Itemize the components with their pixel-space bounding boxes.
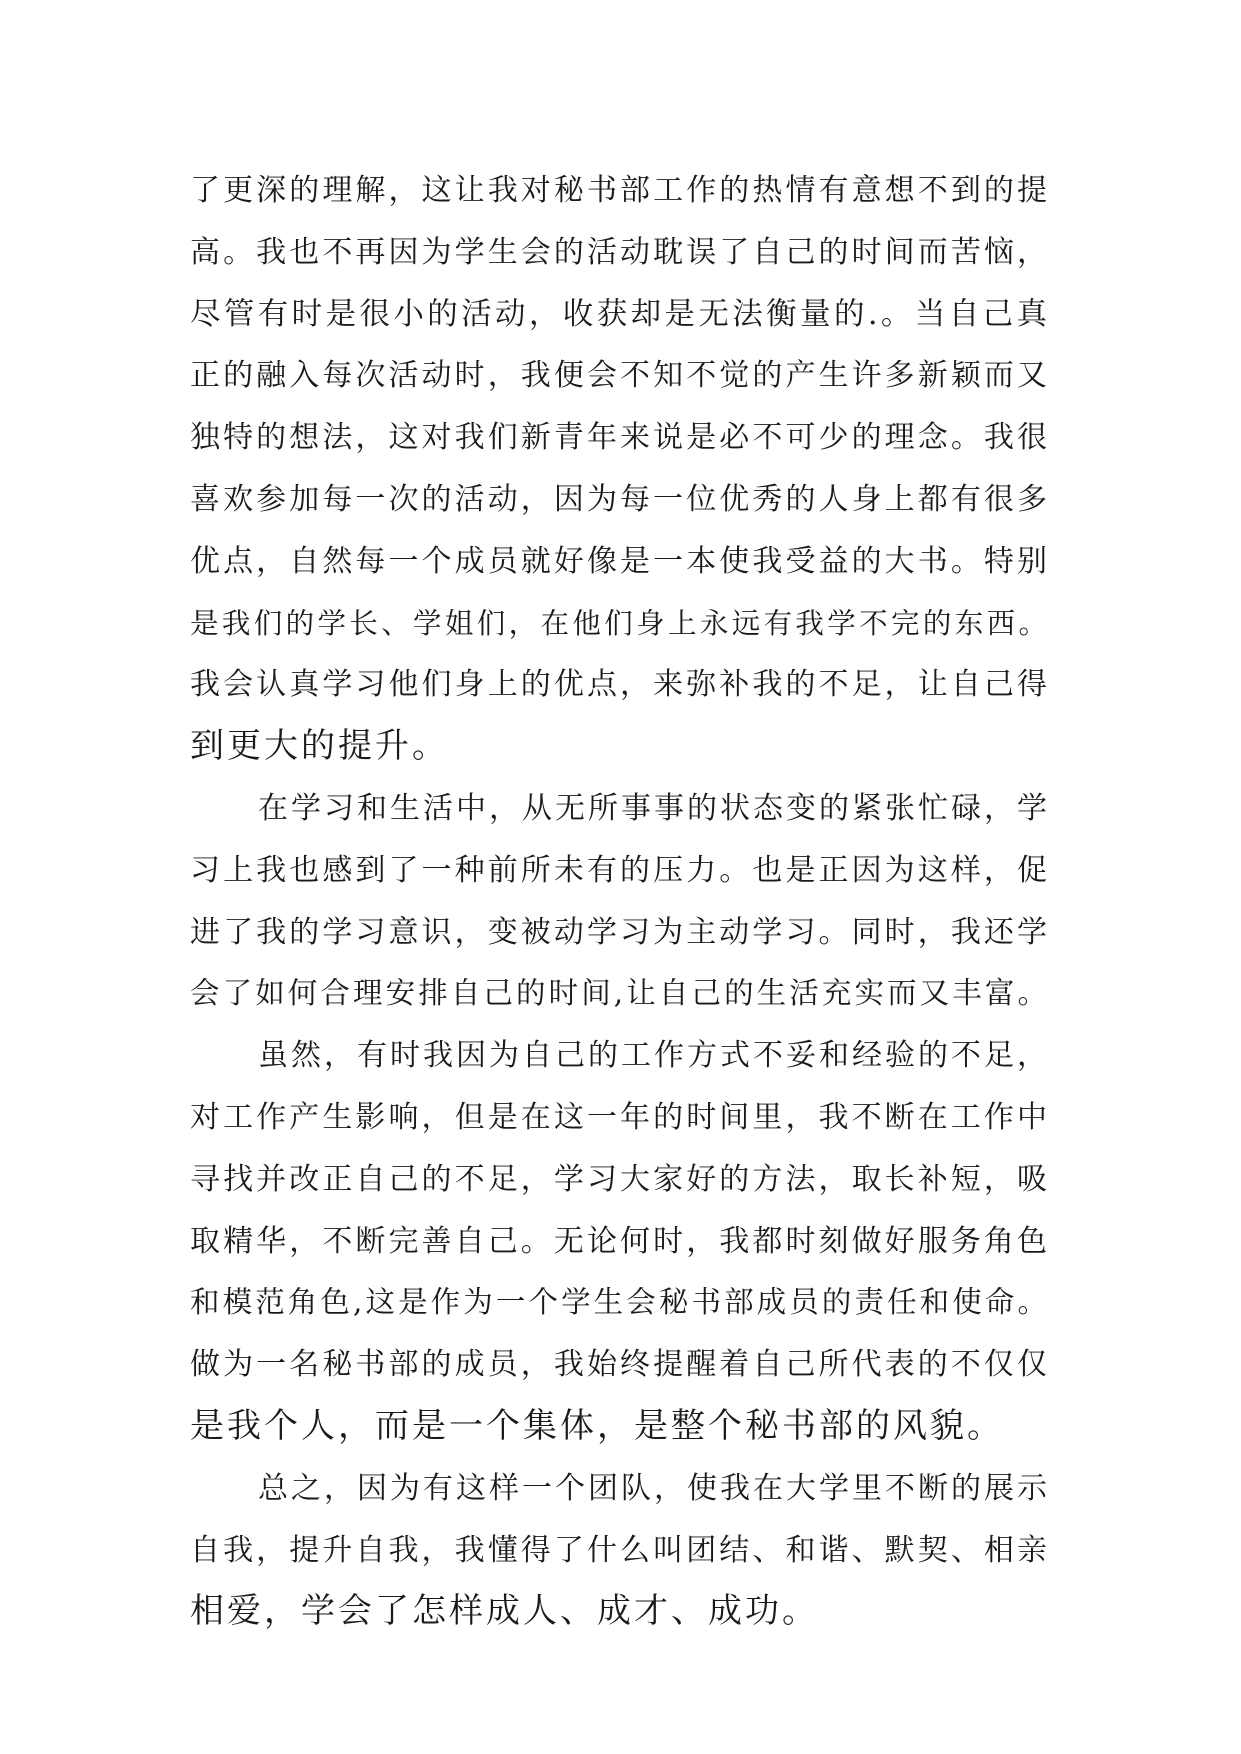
text-line: 是我们的学长、学姐们，在他们身上永远有我学不完的东西。 <box>190 606 1050 640</box>
text-line: 虽然，有时我因为自己的工作方式不妥和经验的不足， <box>258 1038 1050 1074</box>
text-line: 和模范角色,这是作为一个学生会秘书部成员的责任和使命。 <box>190 1285 1050 1320</box>
text-line: 在学习和生活中，从无所事事的状态变的紧张忙碌，学 <box>258 790 1050 826</box>
text-line: 是我个人，而是一个集体，是整个秘书部的风貌。 <box>190 1405 1004 1446</box>
text-line: 我会认真学习他们身上的优点，来弥补我的不足，让自己得 <box>190 667 1050 703</box>
text-line: 正的融入每次活动时，我便会不知不觉的产生许多新颖而又 <box>190 358 1050 394</box>
text-line: 会了如何合理安排自己的时间,让自己的生活充实而又丰富。 <box>190 976 1050 1011</box>
text-line: 到更大的提升。 <box>190 726 449 767</box>
text-line: 做为一名秘书部的成员，我始终提醒着自己所代表的不仅仅 <box>190 1347 1050 1383</box>
paragraph-3 <box>190 1025 1050 1458</box>
text-line: 总之，因为有这样一个团队，使我在大学里不断的展示 <box>258 1470 1050 1506</box>
text-line: 独特的想法，这对我们新青年来说是必不可少的理念。我很 <box>190 420 1050 456</box>
paragraph-4 <box>190 1458 1050 1643</box>
text-line: 对工作产生影响，但是在这一年的时间里，我不断在工作中 <box>190 1099 1050 1135</box>
paragraph-1 <box>190 160 1050 778</box>
text-line: 自我，提升自我，我懂得了什么叫团结、和谐、默契、相亲 <box>190 1532 1050 1568</box>
document-body <box>190 160 1050 1643</box>
text-line: 高。我也不再因为学生会的活动耽误了自己的时间而苦恼， <box>190 234 1050 270</box>
text-line: 优点，自然每一个成员就好像是一本使我受益的大书。特别 <box>190 543 1050 579</box>
text-line: 喜欢参加每一次的活动，因为每一位优秀的人身上都有很多 <box>190 481 1050 517</box>
text-line: 习上我也感到了一种前所未有的压力。也是正因为这样，促 <box>190 852 1050 888</box>
paragraph-2 <box>190 778 1050 1025</box>
text-line: 取精华，不断完善自己。无论何时，我都时刻做好服务角色 <box>190 1223 1050 1259</box>
text-line: 了更深的理解，这让我对秘书部工作的热情有意想不到的提 <box>190 173 1050 208</box>
text-line: 相爱，学会了怎样成人、成才、成功。 <box>190 1591 819 1632</box>
text-line: 进了我的学习意识，变被动学习为主动学习。同时，我还学 <box>190 914 1050 950</box>
text-line: 尽管有时是很小的活动，收获却是无法衡量的.。当自己真 <box>190 296 1050 332</box>
text-line: 寻找并改正自己的不足，学习大家好的方法，取长补短，吸 <box>190 1161 1050 1197</box>
